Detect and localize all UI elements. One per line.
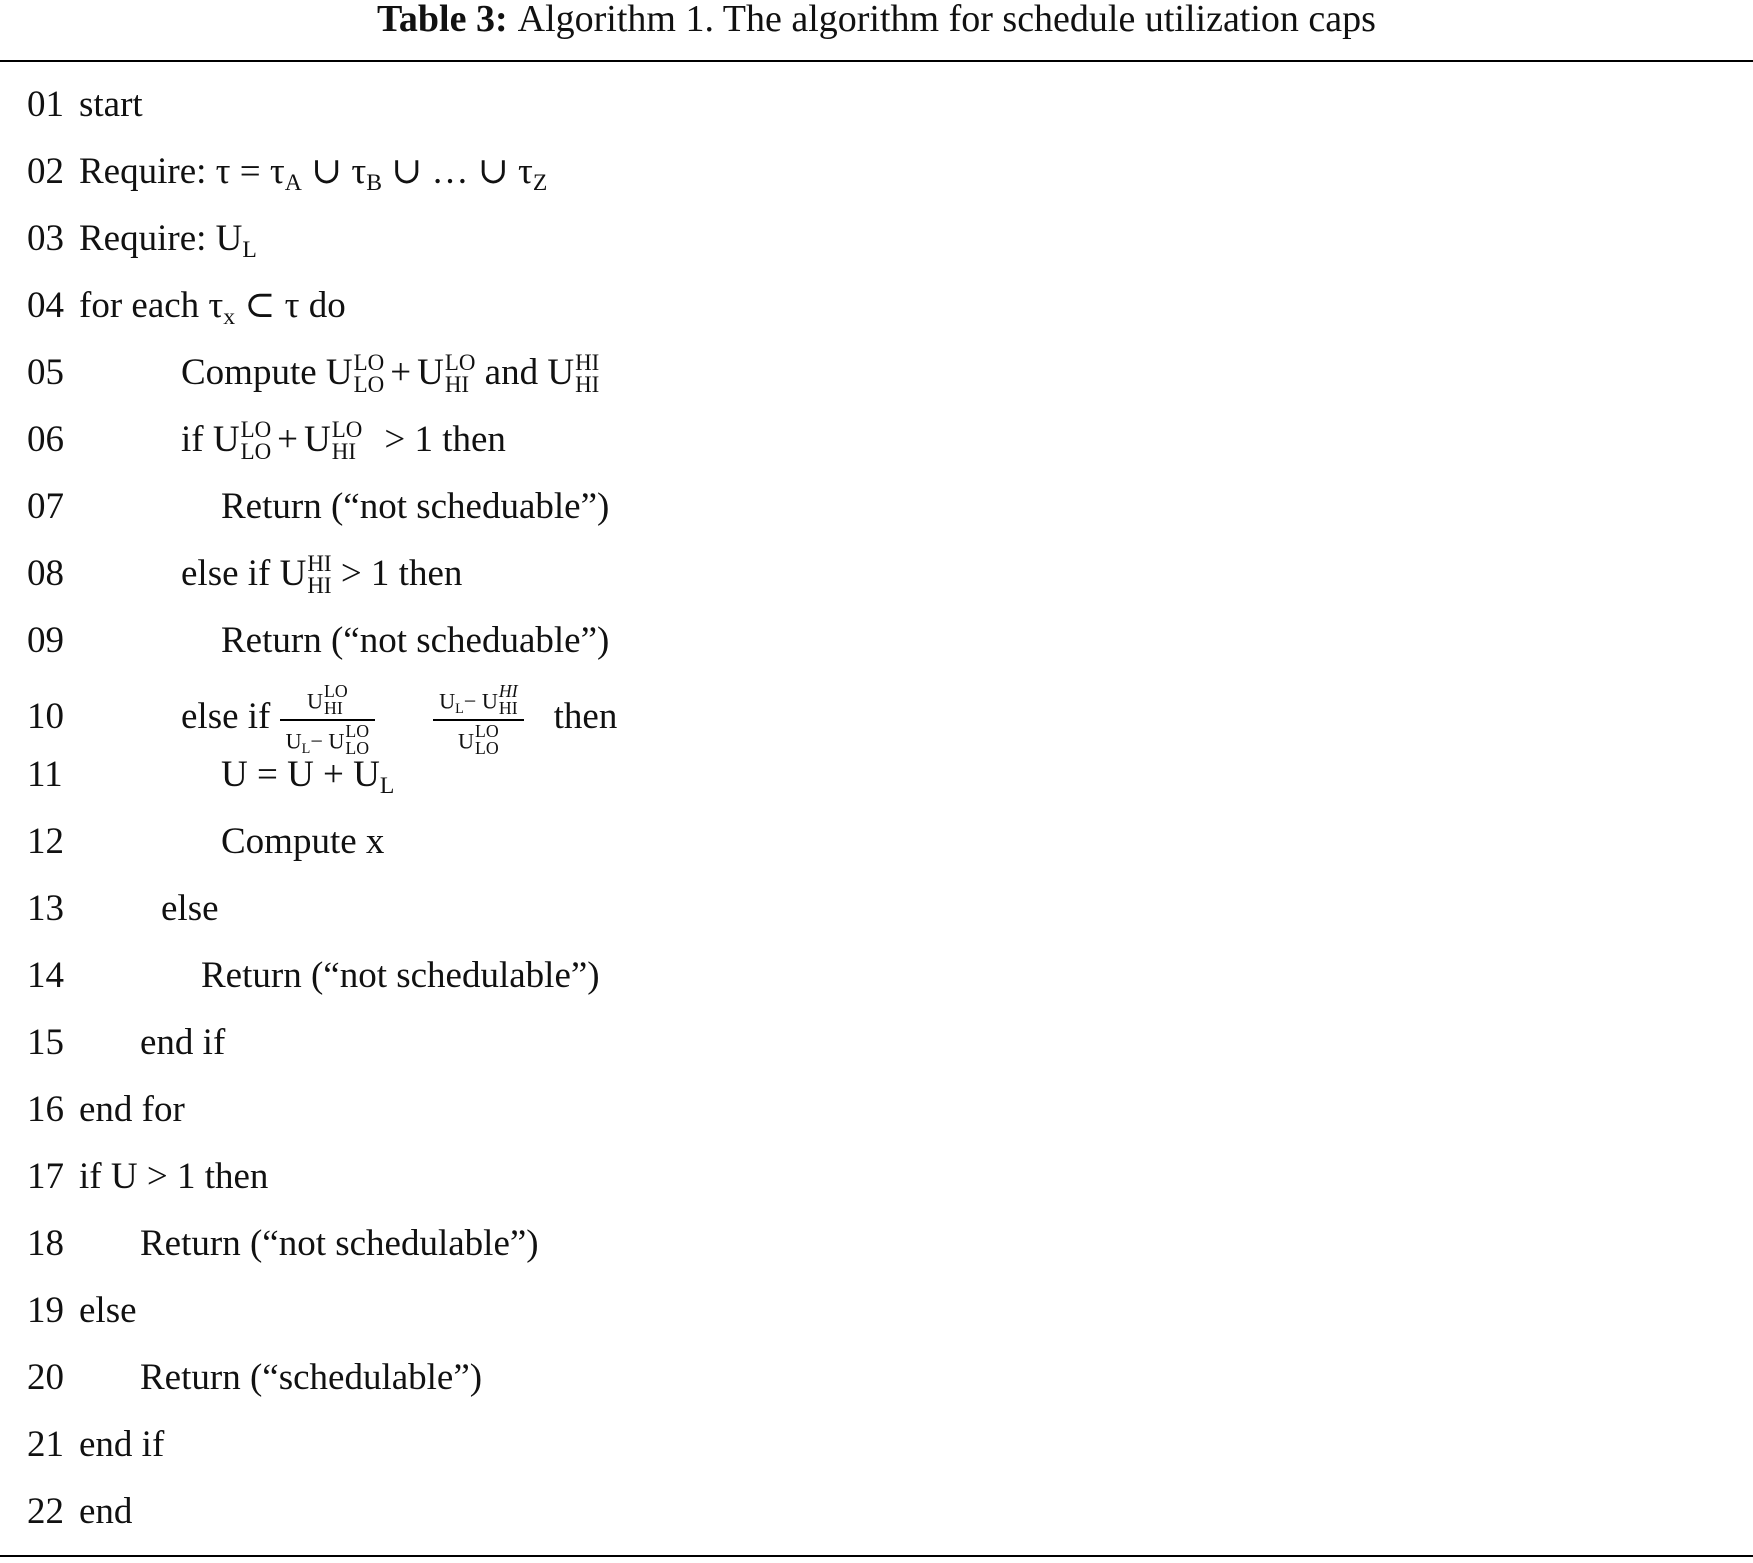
line-number: 15 xyxy=(27,1022,64,1063)
algorithm-line xyxy=(27,1152,268,1202)
top-rule xyxy=(0,60,1753,62)
line-code: if U LO LO + U LO HI > 1 then xyxy=(181,417,506,465)
line-code: Return (“not schedulable”) xyxy=(140,1223,539,1264)
line-code: Compute U LO LO + U LO HI and U HI HI xyxy=(181,350,600,398)
line-number: 14 xyxy=(27,955,64,996)
line-code: end if xyxy=(140,1022,226,1063)
line-number: 02 xyxy=(27,151,64,192)
line-code: else if U HI HI > 1 then xyxy=(181,551,463,599)
line-number: 22 xyxy=(27,1491,64,1532)
line-number: 13 xyxy=(27,888,64,929)
line-code: end for xyxy=(79,1089,185,1130)
line-number: 05 xyxy=(27,352,64,393)
table-caption xyxy=(0,0,1753,40)
line-number: 18 xyxy=(27,1223,64,1264)
line-number: 06 xyxy=(27,419,64,460)
caption-label: Table 3: xyxy=(377,0,508,40)
algorithm-line xyxy=(27,1353,482,1403)
algorithm-line xyxy=(27,214,257,264)
line-code: Require: $U_L$ xyxy=(79,218,257,264)
line-number: 09 xyxy=(27,620,64,661)
algorithm-line xyxy=(27,1219,539,1269)
algorithm-line xyxy=(27,482,609,532)
line-code: for each $\tau_x$ ⊂ τ do xyxy=(79,285,346,331)
algorithm-line xyxy=(27,884,219,934)
line-code: Return (“not scheduable”) xyxy=(221,620,610,661)
algorithm-line xyxy=(27,681,618,758)
algorithm-line xyxy=(27,549,462,599)
line-number: 20 xyxy=(27,1357,64,1398)
algorithm-line xyxy=(27,1420,164,1470)
caption-text: Algorithm 1. The algorithm for schedule utilization caps xyxy=(517,0,1376,40)
algorithm-line xyxy=(27,1286,137,1336)
algorithm-line xyxy=(27,1487,132,1537)
line-number: 21 xyxy=(27,1424,64,1465)
line-number: 01 xyxy=(27,84,64,125)
line-code: $U = U + U_L$ xyxy=(221,754,395,800)
algorithm-line xyxy=(27,616,609,666)
line-number: 19 xyxy=(27,1290,64,1331)
line-number: 04 xyxy=(27,285,64,326)
line-code: start xyxy=(79,84,143,125)
line-number: 16 xyxy=(27,1089,64,1130)
line-number: 12 xyxy=(27,821,64,862)
algorithm-line xyxy=(27,147,547,197)
algorithm-line xyxy=(27,80,143,130)
bottom-rule xyxy=(0,1555,1753,1557)
algorithm-line xyxy=(27,415,506,465)
line-number: 17 xyxy=(27,1156,64,1197)
line-number: 08 xyxy=(27,553,64,594)
fraction-left: U LO HI $U_L- U$ LO LO xyxy=(280,683,375,757)
line-code: else if U LO HI $U_L- U$ LO LO $U_L- U$ HI HI U LO LO then xyxy=(181,681,618,758)
line-code: end if xyxy=(79,1424,165,1465)
algorithm-line xyxy=(27,281,346,331)
line-number: 10 xyxy=(27,696,64,738)
line-code: Compute x xyxy=(221,821,385,862)
line-code: Return (“not scheduable”) xyxy=(221,486,610,527)
line-code: Return (“schedulable”) xyxy=(140,1357,483,1398)
algorithm-line xyxy=(27,1018,225,1068)
line-code: else xyxy=(79,1290,137,1331)
line-code: Require: $\tau = \tau_A$ ∪ $\tau_B$ ∪ … ∪ $\tau_Z$ xyxy=(79,151,548,197)
algorithm-line xyxy=(27,1085,185,1135)
line-code: else xyxy=(161,888,219,929)
algorithm-line xyxy=(27,348,599,398)
fraction-right: $U_L- U$ HI HI U LO LO xyxy=(433,683,524,757)
algorithm-line xyxy=(27,817,384,867)
algorithm-line xyxy=(27,750,394,800)
line-code: end xyxy=(79,1491,133,1532)
line-code: Return (“not schedulable”) xyxy=(201,955,600,996)
line-code: if U > 1 then xyxy=(79,1156,269,1197)
algorithm-line xyxy=(27,951,600,1001)
line-number: 03 xyxy=(27,218,64,259)
line-number: 07 xyxy=(27,486,64,527)
line-number: 11 xyxy=(27,754,63,795)
